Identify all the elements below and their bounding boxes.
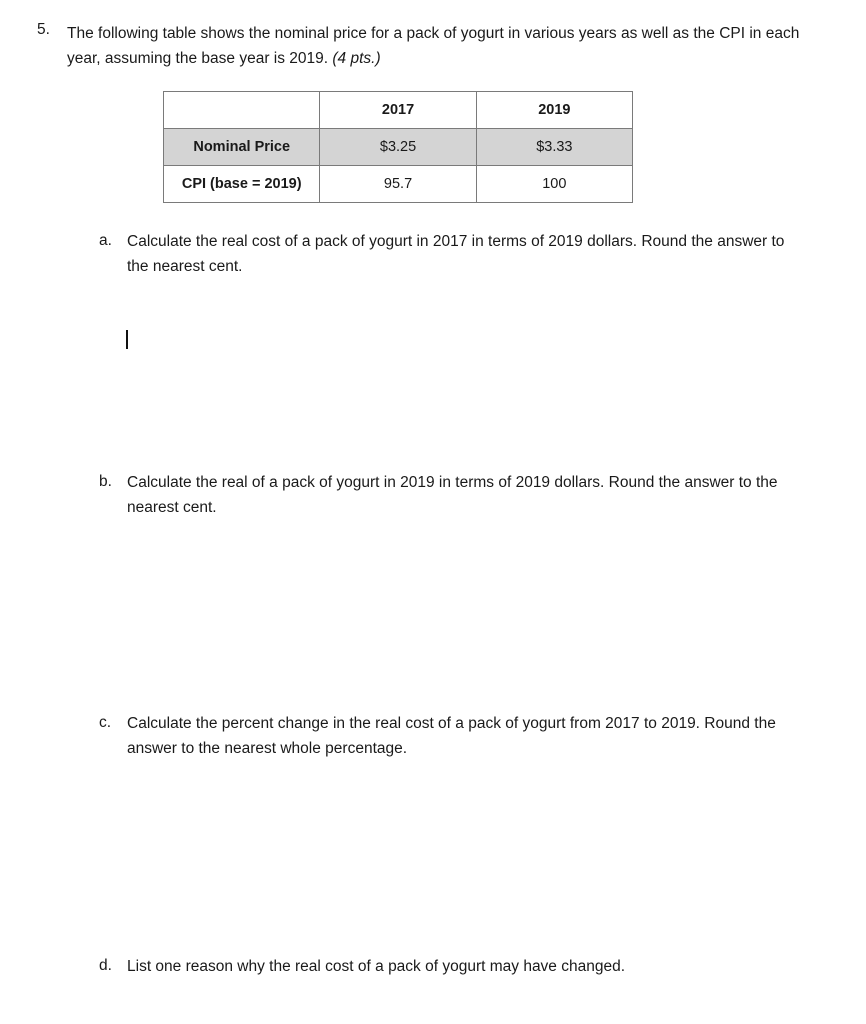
subquestion-b-text: Calculate the real of a pack of yogurt in 2019 in terms of 2019 dollars. Round the answer to the nearest cent. bbox=[127, 474, 778, 516]
subquestion-a-text: Calculate the real cost of a pack of yogurt in 2017 in terms of 2019 dollars. Round the answer to the nearest cent. bbox=[127, 233, 785, 275]
question-prompt bbox=[67, 21, 827, 71]
header-cell-empty bbox=[164, 92, 320, 129]
subquestion-d-text: List one reason why the real cost of a pack of yogurt may have changed. bbox=[127, 958, 626, 975]
subquestion-d-letter: d. bbox=[99, 957, 112, 974]
subquestion-c-letter: c. bbox=[99, 714, 112, 731]
question-number: 5. bbox=[37, 21, 50, 38]
header-cell-2019: 2019 bbox=[476, 92, 632, 129]
header-cell-2017: 2017 bbox=[320, 92, 476, 129]
subquestion-b-letter: b. bbox=[99, 473, 112, 490]
cell-cpi-2019: 100 bbox=[476, 166, 632, 203]
text-cursor[interactable] bbox=[126, 330, 128, 349]
table-row-cpi bbox=[164, 166, 633, 203]
subquestion-c-text: Calculate the percent change in the real cost of a pack of yogurt from 2017 to 2019. Round the answer to the nearest whole percentage. bbox=[127, 715, 776, 757]
cell-nominal-price-2019: $3.33 bbox=[476, 129, 632, 166]
price-cpi-table bbox=[163, 91, 633, 203]
row-label-cpi: CPI (base = 2019) bbox=[164, 166, 320, 203]
table-header-row bbox=[164, 92, 633, 129]
row-label-nominal-price: Nominal Price bbox=[164, 129, 320, 166]
question-text: The following table shows the nominal price for a pack of yogurt in various years as well as the CPI in each year, assuming the base year is 2019. bbox=[67, 25, 800, 67]
cell-cpi-2017: 95.7 bbox=[320, 166, 476, 203]
subquestion-a-letter: a. bbox=[99, 232, 112, 249]
cell-nominal-price-2017: $3.25 bbox=[320, 129, 476, 166]
table-row-nominal-price bbox=[164, 129, 633, 166]
question-points: (4 pts.) bbox=[332, 50, 381, 67]
